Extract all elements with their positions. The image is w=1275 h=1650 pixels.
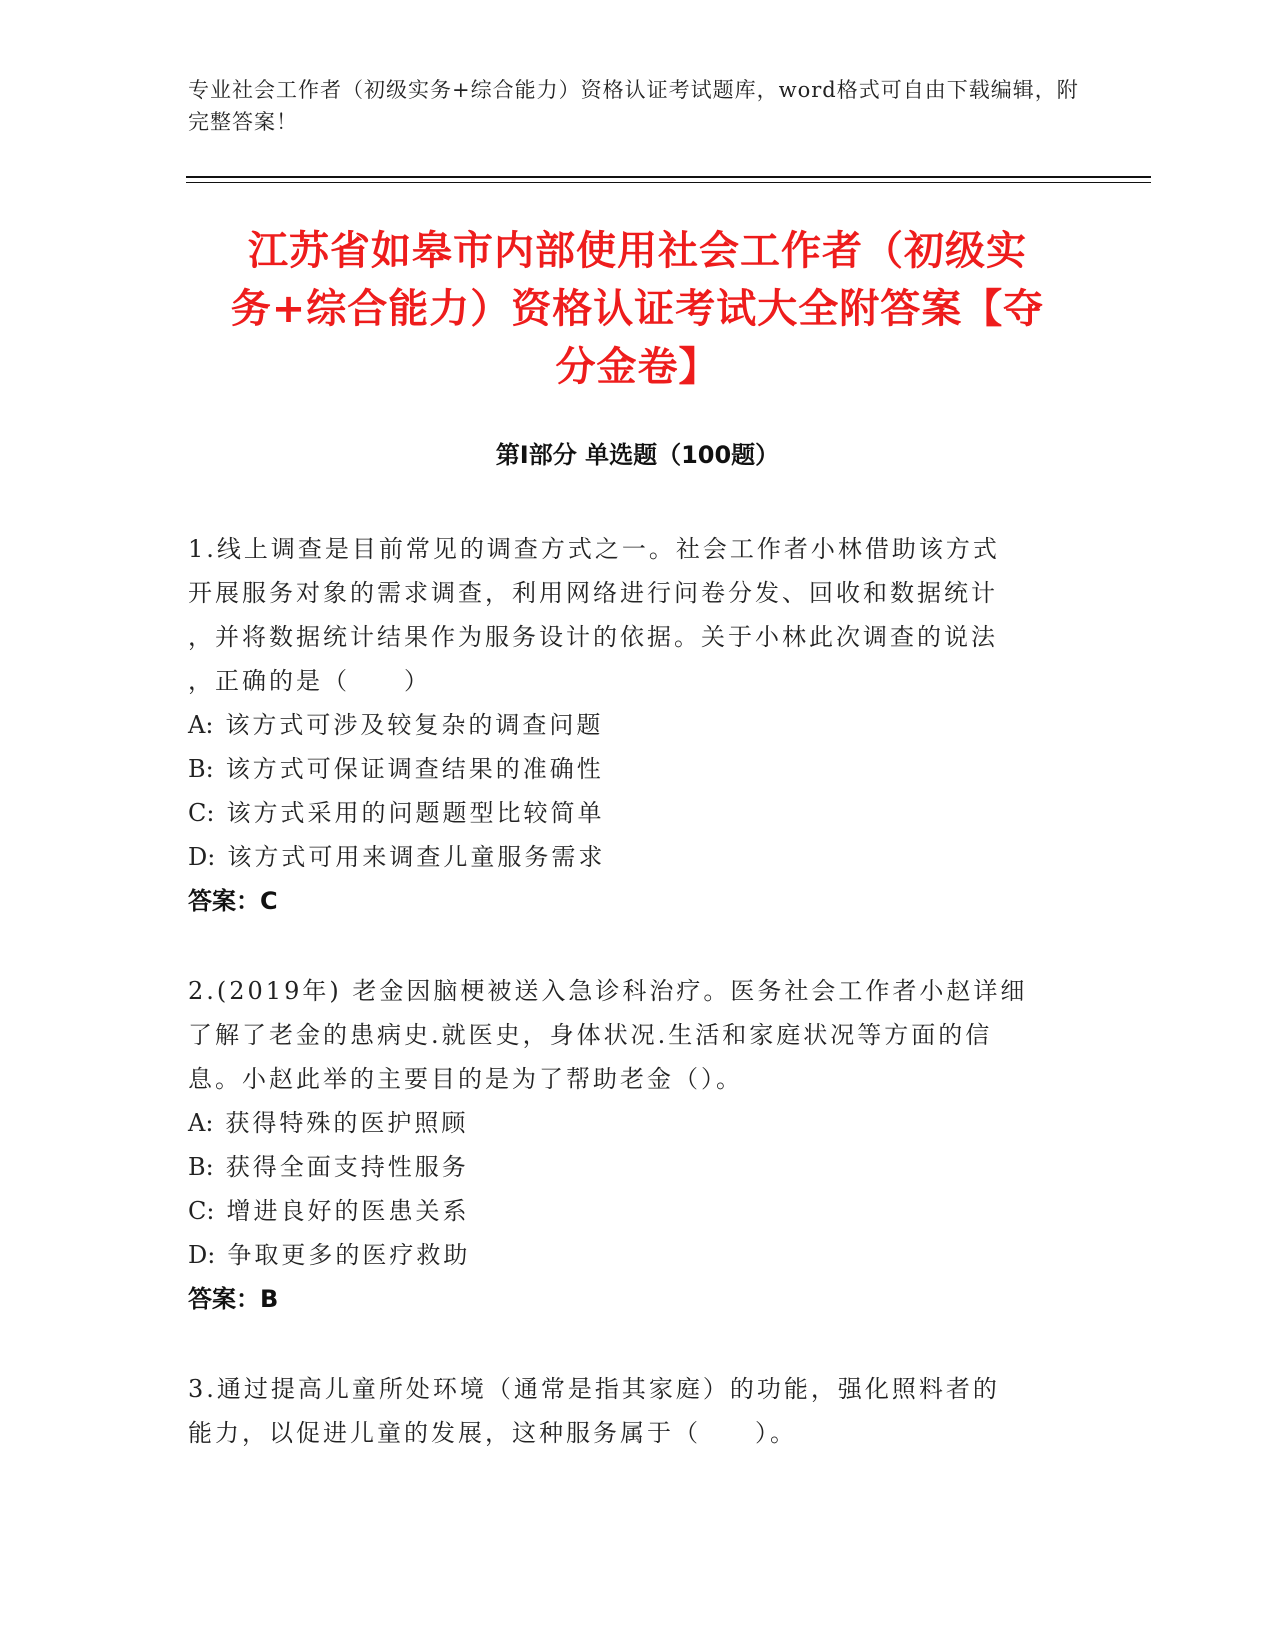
option-text: 该方式可用来调查儿童服务需求 — [227, 843, 606, 871]
answer-label: 答案： — [188, 887, 260, 915]
header-divider-thin — [186, 182, 1151, 183]
option-c — [188, 791, 1088, 835]
option-letter: C: — [188, 799, 215, 827]
option-b — [188, 747, 1088, 791]
option-d — [188, 1233, 1088, 1277]
answer-label: 答案： — [188, 1285, 260, 1313]
option-letter: B: — [188, 1153, 214, 1181]
option-a — [188, 1101, 1088, 1145]
option-letter: D: — [188, 843, 216, 871]
question-stem — [188, 527, 1088, 703]
question-item — [188, 969, 1088, 1321]
option-text: 获得特殊的医护照顾 — [225, 1109, 469, 1137]
header-divider — [186, 176, 1151, 178]
stem-line: 3.通过提高儿童所处环境（通常是指其家庭）的功能，强化照料者的 — [188, 1375, 1000, 1403]
option-letter: A: — [188, 1109, 214, 1137]
title-line: 分金卷】 — [555, 344, 720, 390]
stem-line: 息。小赵此举的主要目的是为了帮助老金（）。 — [188, 1065, 743, 1093]
option-text: 获得全面支持性服务 — [225, 1153, 469, 1181]
option-text: 增进良好的医患关系 — [226, 1197, 470, 1225]
option-b — [188, 1145, 1088, 1189]
stem-line: 能力，以促进儿童的发展，这种服务属于（ ）。 — [188, 1419, 797, 1447]
stem-line: 了解了老金的患病史.就医史，身体状况.生活和家庭状况等方面的信 — [188, 1021, 993, 1049]
option-letter: A: — [188, 711, 214, 739]
answer-value: B — [260, 1285, 279, 1313]
header-note: 专业社会工作者（初级实务+综合能力）资格认证考试题库，word格式可自由下载编辑，附完整答案！ — [188, 78, 1079, 134]
option-text: 该方式采用的问题题型比较简单 — [226, 799, 605, 827]
stem-line: ，并将数据统计结果作为服务设计的依据。关于小林此次调查的说法 — [188, 623, 998, 651]
option-a — [188, 703, 1088, 747]
section-title: 第Ⅰ部分 单选题（100题） — [495, 441, 780, 469]
title-line: 务+综合能力）资格认证考试大全附答案【夺 — [230, 286, 1045, 332]
option-letter: C: — [188, 1197, 215, 1225]
question-stem — [188, 969, 1088, 1101]
stem-line: 1.线上调查是目前常见的调查方式之一。社会工作者小林借助该方式 — [188, 535, 1000, 563]
question-list — [188, 527, 1088, 1501]
option-text: 该方式可涉及较复杂的调查问题 — [225, 711, 604, 739]
option-text: 争取更多的医疗救助 — [227, 1241, 471, 1269]
question-item — [188, 527, 1088, 923]
answer-line — [188, 1277, 1088, 1321]
option-text: 该方式可保证调查结果的准确性 — [225, 755, 604, 783]
stem-line: 2.(2019年) 老金因脑梗被送入急诊科治疗。医务社会工作者小赵详细 — [188, 977, 1028, 1005]
document-title — [180, 222, 1095, 396]
option-d — [188, 835, 1088, 879]
option-letter: D: — [188, 1241, 216, 1269]
option-c — [188, 1189, 1088, 1233]
option-letter: B: — [188, 755, 214, 783]
stem-line: ，正确的是（ ） — [188, 667, 431, 695]
question-stem — [188, 1367, 1088, 1455]
title-line: 江苏省如皋市内部使用社会工作者（初级实 — [248, 228, 1027, 274]
question-item — [188, 1367, 1088, 1455]
answer-line — [188, 879, 1088, 923]
stem-line: 开展服务对象的需求调查，利用网络进行问卷分发、回收和数据统计 — [188, 579, 998, 607]
answer-value: C — [260, 887, 278, 915]
